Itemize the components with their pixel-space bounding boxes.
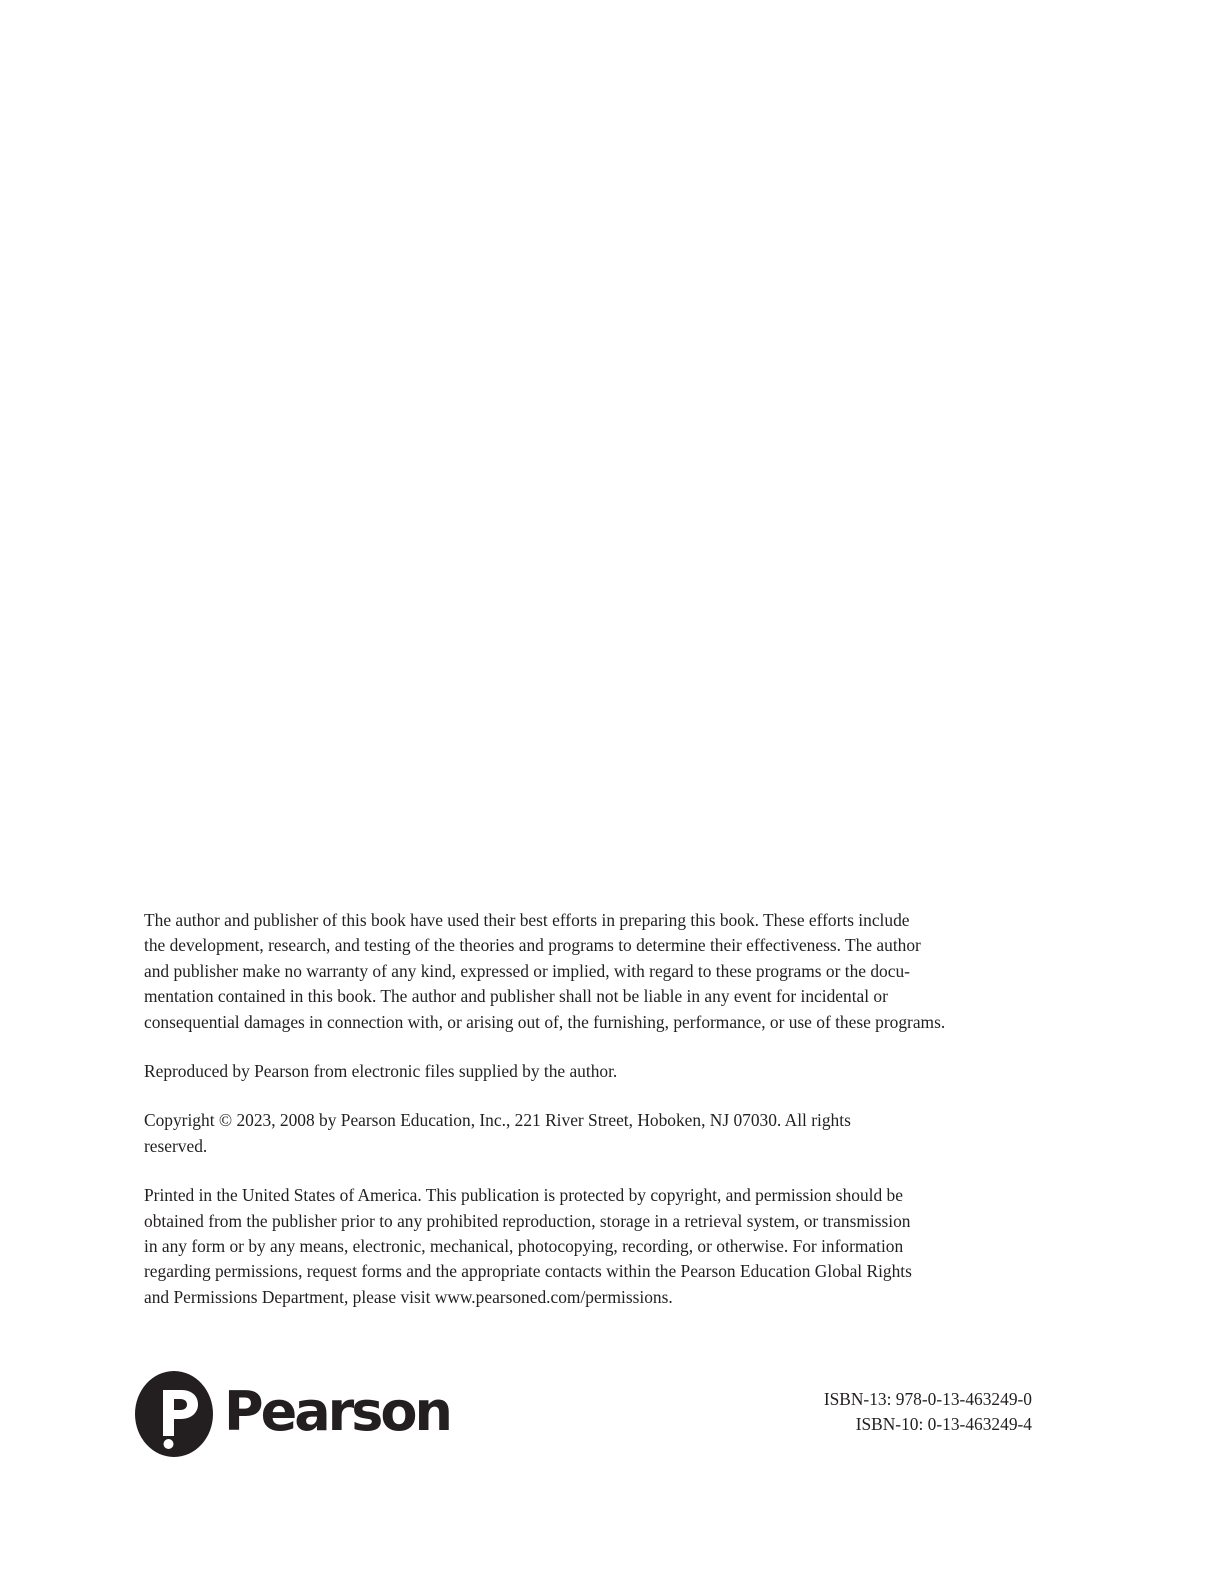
- pearson-logo-icon: [134, 1370, 214, 1458]
- copyright-line: reserved.: [144, 1135, 208, 1156]
- disclaimer-line: mentation contained in this book. The author and publisher shall not be liable in any event for incidental or: [144, 986, 888, 1007]
- isbn-block: [824, 1387, 1032, 1438]
- reproduced-line: Reproduced by Pearson from electronic files supplied by the author.: [144, 1061, 618, 1082]
- copyright-paragraph: [144, 1108, 1044, 1159]
- isbn-13: ISBN-13: 978-0-13-463249-0: [823, 1389, 1032, 1409]
- disclaimer-line: consequential damages in connection with, or arising out of, the furnishing, performance, or use of these programs.: [144, 1011, 946, 1032]
- permissions-line: obtained from the publisher prior to any prohibited reproduction, storage in a retrieval system, or transmission: [144, 1210, 911, 1231]
- pearson-logo: [134, 1370, 450, 1458]
- disclaimer-line: the development, research, and testing of the theories and programs to determine their effectiveness. The author: [144, 935, 921, 956]
- copyright-line: Copyright © 2023, 2008 by Pearson Education, Inc., 221 River Street, Hoboken, NJ 07030. All rights: [144, 1110, 851, 1131]
- reproduced-paragraph: [144, 1059, 1044, 1084]
- permissions-line: regarding permissions, request forms and the appropriate contacts within the Pearson Education Global Rights: [144, 1261, 912, 1282]
- permissions-paragraph: [144, 1183, 1044, 1310]
- copyright-page-text: [144, 908, 1044, 1334]
- isbn-10: ISBN-10: 0-13-463249-4: [855, 1414, 1032, 1435]
- permissions-line: in any form or by any means, electronic, mechanical, photocopying, recording, or otherwise. For information: [144, 1236, 904, 1257]
- pearson-wordmark: Pearson: [224, 1380, 450, 1443]
- disclaimer-paragraph: [144, 908, 1044, 1035]
- disclaimer-line: The author and publisher of this book have used their best efforts in preparing this book. These efforts include: [144, 910, 910, 930]
- permissions-line: Printed in the United States of America. This publication is protected by copyright, and permission should be: [144, 1185, 903, 1206]
- disclaimer-line: and publisher make no warranty of any kind, expressed or implied, with regard to these programs or the docu-: [144, 960, 910, 981]
- permissions-line: and Permissions Department, please visit www.pearsoned.com/permissions.: [144, 1286, 673, 1307]
